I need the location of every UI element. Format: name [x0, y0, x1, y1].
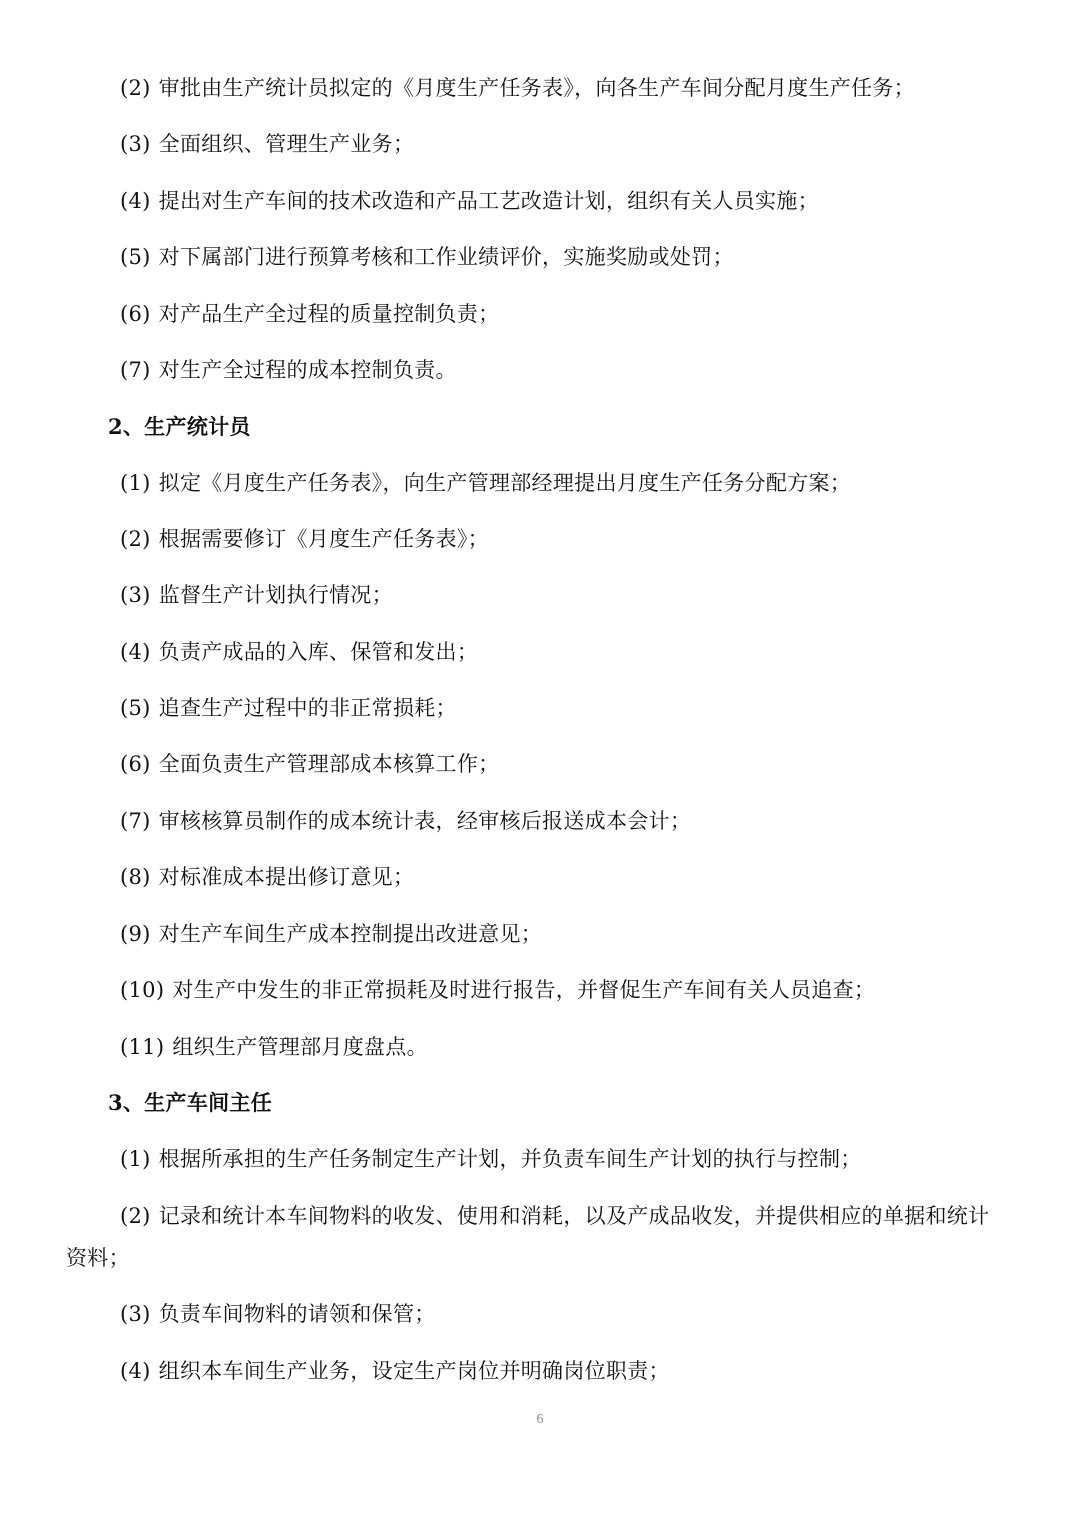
list-item — [66, 799, 1016, 843]
list-item — [66, 573, 1016, 617]
item-text: 拟定《月度生产任务表》，向生产管理部经理提出月度生产任务分配方案； — [158, 471, 852, 495]
item-text: 记录和统计本车间物料的收发、使用和消耗，以及产成品收发，并提供相应的单据和统计 — [158, 1204, 990, 1228]
heading-number: 3、 — [108, 1090, 145, 1115]
item-text: 对标准成本提出修订意见； — [158, 865, 415, 889]
list-item — [66, 517, 1016, 561]
item-text: 审核核算员制作的成本统计表，经审核后报送成本会计； — [158, 809, 692, 833]
item-number: (3) — [120, 1302, 151, 1326]
item-number: (2) — [120, 527, 151, 551]
item-number: (2) — [120, 76, 151, 100]
section-heading — [66, 1081, 1016, 1125]
list-item — [66, 630, 1016, 674]
heading-text: 生产统计员 — [144, 414, 251, 439]
item-text: 监督生产计划执行情况； — [158, 583, 393, 607]
item-number: (1) — [120, 471, 151, 495]
list-item — [66, 1137, 1016, 1181]
item-text: 对生产车间生产成本控制提出改进意见； — [158, 922, 543, 946]
item-number: (6) — [120, 302, 151, 326]
list-item — [66, 348, 1016, 392]
item-number: (7) — [120, 809, 151, 833]
list-item — [66, 968, 1016, 1012]
item-number: (10) — [120, 978, 165, 1002]
item-text: 根据所承担的生产任务制定生产计划，并负责车间生产计划的执行与控制； — [158, 1147, 862, 1171]
item-text: 负责产成品的入库、保管和发出； — [158, 640, 479, 664]
item-text: 提出对生产车间的技术改造和产品工艺改造计划，组织有关人员实施； — [158, 189, 819, 213]
item-text: 组织本车间生产业务，设定生产岗位并明确岗位职责； — [158, 1359, 670, 1383]
item-text: 对产品生产全过程的质量控制负责； — [158, 302, 500, 326]
list-item — [66, 122, 1016, 166]
item-number: (8) — [120, 865, 151, 889]
item-number: (9) — [120, 922, 151, 946]
item-number: (2) — [120, 1204, 151, 1228]
item-text: 全面负责生产管理部成本核算工作； — [158, 752, 500, 776]
item-text: 全面组织、管理生产业务； — [158, 132, 415, 156]
item-number: (11) — [120, 1035, 165, 1059]
heading-text: 生产车间主任 — [144, 1090, 273, 1115]
list-item — [66, 742, 1016, 786]
item-text: 审批由生产统计员拟定的《月度生产任务表》，向各生产车间分配月度生产任务； — [158, 76, 915, 100]
item-text: 对下属部门进行预算考核和工作业绩评价，实施奖励或处罚； — [158, 245, 734, 269]
item-text: 追查生产过程中的非正常损耗； — [158, 696, 457, 720]
heading-number: 2、 — [108, 414, 145, 439]
section-heading — [66, 405, 1016, 449]
list-item — [66, 66, 1016, 110]
item-number: (3) — [120, 132, 151, 156]
item-number: (4) — [120, 640, 151, 664]
list-item — [66, 912, 1016, 956]
item-text: 资料； — [66, 1246, 130, 1270]
item-number: (6) — [120, 752, 151, 776]
item-text: 负责车间物料的请领和保管； — [158, 1302, 436, 1326]
list-item — [66, 855, 1016, 899]
list-item — [66, 1349, 1016, 1393]
list-item — [66, 179, 1016, 223]
page-number: 6 — [536, 1412, 544, 1427]
item-text: 对生产中发生的非正常损耗及时进行报告，并督促生产车间有关人员追查； — [172, 978, 876, 1002]
item-number: (5) — [120, 696, 151, 720]
list-item — [66, 292, 1016, 336]
item-text: 组织生产管理部月度盘点。 — [172, 1035, 428, 1059]
item-number: (3) — [120, 583, 151, 607]
item-number: (1) — [120, 1147, 151, 1171]
item-number: (7) — [120, 358, 151, 382]
list-item — [66, 461, 1016, 505]
list-item — [66, 686, 1016, 730]
list-item — [66, 1194, 1016, 1238]
list-item — [66, 235, 1016, 279]
list-item — [66, 1025, 1016, 1069]
item-number: (5) — [120, 245, 151, 269]
item-number: (4) — [120, 189, 151, 213]
item-number: (4) — [120, 1359, 151, 1383]
item-text: 对生产全过程的成本控制负责。 — [158, 358, 457, 382]
list-item — [66, 1292, 1016, 1336]
item-text: 根据需要修订《月度生产任务表》； — [158, 527, 489, 551]
list-item-continuation — [66, 1236, 1016, 1280]
